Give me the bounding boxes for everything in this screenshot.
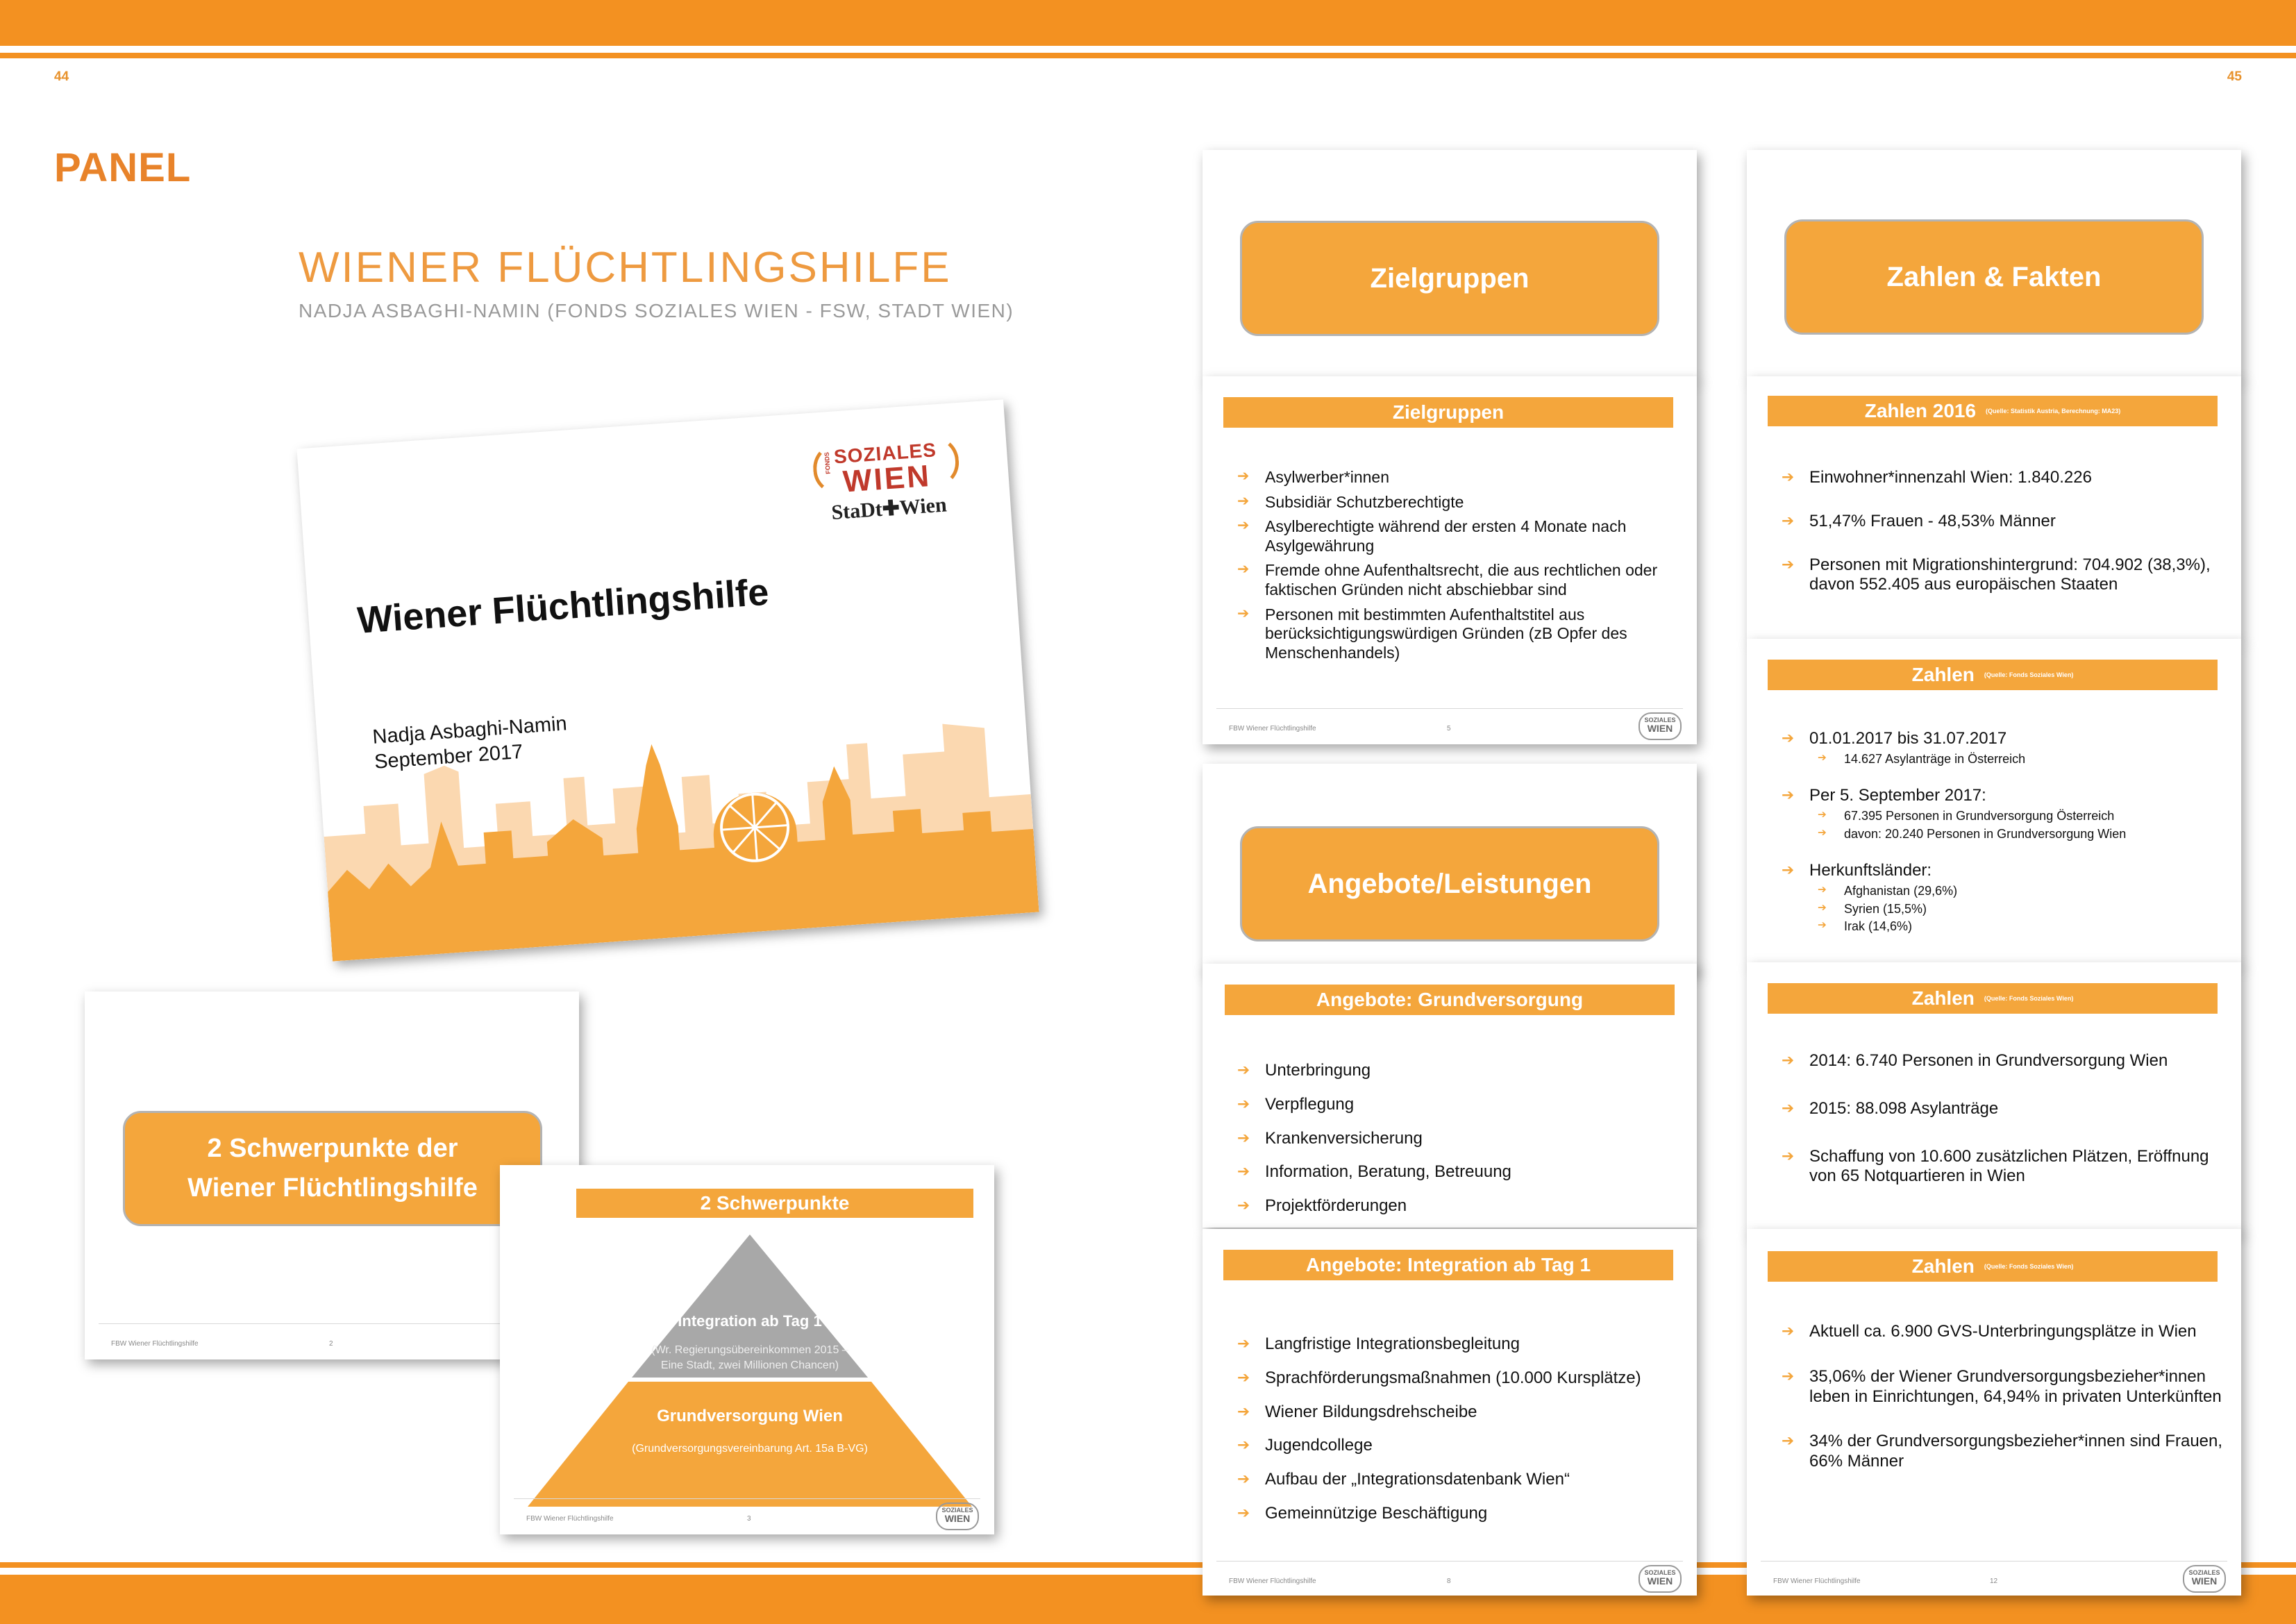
logo-soziales: SOZIALES	[833, 439, 937, 468]
slide-zahlen-2016	[1747, 376, 2241, 640]
header-source: (Quelle: Fonds Soziales Wien)	[1984, 1263, 2074, 1270]
slide-page-number: 8	[1447, 1577, 1451, 1585]
logo-wien: WIEN	[841, 458, 932, 499]
page-number-left: 44	[54, 69, 69, 84]
header-label: Zahlen	[1911, 987, 1975, 1009]
slide-header: Angebote: Grundversorgung	[1225, 985, 1675, 1015]
list-item: ➔ Schaffung von 10.600 zusätzlichen Plätzen, Eröffnung von 65 Notquartieren in Wien	[1782, 1147, 2226, 1187]
section-button-angebote	[1240, 826, 1659, 941]
list-item: ➔ 35,06% der Wiener Grundversorgungsbezieher*innen leben in Einrichtungen, 64,94% in privaten Unterkünften	[1782, 1367, 2233, 1407]
button-label-line1: 2 Schwerpunkte der	[207, 1134, 458, 1163]
mini-logo-bottom: WIEN	[944, 1513, 971, 1524]
header-source: (Quelle: Statistik Austria, Berechnung: MA23)	[1986, 408, 2121, 415]
slide-footer-rule	[1216, 708, 1683, 709]
mini-logo-bottom: WIEN	[2191, 1575, 2218, 1587]
list-item: ➔ Fremde ohne Aufenthaltsrecht, die aus rechtlichen oder faktischen Gründen nicht abschiebbar sind	[1237, 561, 1682, 599]
pyramid-bottom-title: Grundversorgung Wien	[657, 1407, 843, 1425]
slide-footer-rule	[1216, 1561, 1683, 1562]
header-source: (Quelle: Fonds Soziales Wien)	[1984, 671, 2074, 678]
slide-footer-rule	[514, 1498, 980, 1499]
cover-slide	[296, 399, 1039, 961]
slide-page-number: 3	[747, 1515, 751, 1523]
list-item: ➔ 01.01.2017 bis 31.07.2017	[1782, 729, 2226, 749]
slide-zahlen-gvs	[1747, 1229, 2241, 1596]
button-label: Angebote/Leistungen	[1307, 868, 1592, 899]
slide-footer-rule	[1761, 1561, 2227, 1562]
integration-list	[1237, 1334, 1689, 1524]
list-subitem: ➔ 67.395 Personen in Grundversorgung Österreich	[1782, 809, 2226, 824]
fsw-logo	[812, 432, 963, 525]
header-source: (Quelle: Fonds Soziales Wien)	[1984, 995, 2074, 1002]
fsw-mini-logo	[1639, 712, 1682, 740]
slide-integration	[1203, 1229, 1697, 1596]
list-item: ➔ Information, Beratung, Betreuung	[1237, 1162, 1682, 1182]
header-label: Zahlen	[1911, 1255, 1975, 1277]
list-item: ➔ Projektförderungen	[1237, 1196, 1682, 1216]
grundversorgung-list	[1237, 1061, 1682, 1216]
slide-footer-text: FBW Wiener Flüchtlingshilfe	[111, 1340, 199, 1348]
list-item: ➔ Langfristige Integrationsbegleitung	[1237, 1334, 1689, 1355]
cover-date: September 2017	[374, 740, 524, 773]
list-item: ➔ Verpflegung	[1237, 1095, 1682, 1115]
slide-page-number: 2	[329, 1340, 333, 1348]
list-item: ➔ Aufbau der „Integrationsdatenbank Wien“	[1237, 1470, 1689, 1490]
pyramid-top-note2: Eine Stadt, zwei Millionen Chancen)	[660, 1359, 839, 1371]
list-item: ➔ Sprachförderungsmaßnahmen (10.000 Kursplätze)	[1237, 1368, 1689, 1389]
pyramid-bottom-note: (Grundversorgungsvereinbarung Art. 15a B-VG)	[632, 1443, 868, 1455]
slide-header: Zielgruppen	[1223, 397, 1673, 428]
slide-zielgruppen	[1203, 376, 1697, 744]
cover-author: Nadja Asbaghi-Namin	[371, 712, 568, 748]
slide-angebote-title	[1203, 764, 1697, 972]
zahlen-2014-list	[1782, 1051, 2226, 1187]
zahlen-2016-list	[1782, 468, 2226, 595]
section-button-zahlen-fakten	[1784, 219, 2204, 335]
logo-stadt-wien: StaDt✚Wien	[830, 493, 948, 524]
slide-header	[1768, 396, 2218, 426]
list-item: ➔ Per 5. September 2017:	[1782, 786, 2226, 806]
pyramid-top-note1: (Wr. Regierungsübereinkommen 2015 –	[651, 1344, 848, 1356]
list-subitem: ➔ Syrien (15,5%)	[1782, 902, 2226, 917]
list-subitem: ➔ Irak (14,6%)	[1782, 919, 2226, 935]
header-label: Zahlen	[1911, 664, 1975, 685]
list-subitem: ➔ Afghanistan (29,6%)	[1782, 884, 2226, 899]
slide-zahlen-fakten-title	[1747, 150, 2241, 379]
slide-zahlen-asyl	[1747, 639, 2241, 965]
section-button-zielgruppen	[1240, 221, 1659, 336]
zielgruppen-list	[1237, 468, 1682, 662]
slide-footer-text: FBW Wiener Flüchtlingshilfe	[1229, 725, 1316, 733]
logo-fonds: FONDS	[823, 451, 832, 475]
fsw-mini-logo	[936, 1502, 979, 1530]
list-subitem: ➔ davon: 20.240 Personen in Grundversorgung Wien	[1782, 827, 2226, 842]
slide-header	[1768, 660, 2218, 690]
fsw-mini-logo	[2183, 1565, 2226, 1593]
page-number-right: 45	[2227, 69, 2242, 84]
list-item: ➔ Subsidiär Schutzberechtigte	[1237, 493, 1682, 512]
list-item: ➔ Wiener Bildungsdrehscheibe	[1237, 1403, 1689, 1423]
slide-footer-text: FBW Wiener Flüchtlingshilfe	[1229, 1577, 1316, 1585]
pyramid-diagram	[500, 1234, 994, 1526]
button-label: Zahlen & Fakten	[1886, 261, 2102, 292]
slide-footer-text: FBW Wiener Flüchtlingshilfe	[526, 1515, 614, 1523]
slide-zielgruppen-title	[1203, 150, 1697, 379]
page-subtitle: NADJA ASBAGHI-NAMIN (FONDS SOZIALES WIEN - FSW, STADT WIEN)	[299, 300, 1014, 321]
list-subitem: ➔ 14.627 Asylanträge in Österreich	[1782, 752, 2226, 767]
list-item: ➔ Krankenversicherung	[1237, 1129, 1682, 1149]
list-item: ➔ Asylberechtigte während der ersten 4 Monate nach Asylgewährung	[1237, 517, 1682, 555]
slide-header: 2 Schwerpunkte	[576, 1189, 973, 1218]
list-item: ➔ Einwohner*innenzahl Wien: 1.840.226	[1782, 468, 2226, 488]
slide-header	[1768, 983, 2218, 1014]
list-item: ➔ Aktuell ca. 6.900 GVS-Unterbringungsplätze in Wien	[1782, 1322, 2233, 1342]
section-label: PANEL	[54, 145, 192, 190]
list-item: ➔ Personen mit bestimmten Aufenthaltstitel aus berücksichtigungswürdigen Gründen (zB Opfer des Menschenhandels)	[1237, 605, 1682, 663]
slide-footer-rule	[99, 1323, 565, 1324]
slide-header: Angebote: Integration ab Tag 1	[1223, 1250, 1673, 1280]
top-rule	[0, 53, 2296, 58]
mini-logo-top: SOZIALES	[941, 1507, 973, 1514]
mini-logo-bottom: WIEN	[1647, 723, 1673, 734]
list-item: ➔ 51,47% Frauen - 48,53% Männer	[1782, 512, 2226, 532]
button-label-line2: Wiener Flüchtlingshilfe	[187, 1173, 478, 1203]
list-item: ➔ Unterbringung	[1237, 1061, 1682, 1081]
list-item: ➔ Asylwerber*innen	[1237, 468, 1682, 487]
list-item: ➔ Gemeinnützige Beschäftigung	[1237, 1504, 1689, 1524]
mini-logo-bottom: WIEN	[1647, 1575, 1673, 1587]
cover-title: Wiener Flüchtlingshilfe	[355, 571, 771, 642]
page-title: WIENER FLÜCHTLINGSHILFE	[299, 244, 952, 292]
list-item: ➔ 2014: 6.740 Personen in Grundversorgung Wien	[1782, 1051, 2226, 1071]
header-label: Zahlen 2016	[1864, 400, 1977, 421]
slide-page-number: 5	[1447, 725, 1451, 733]
list-item: ➔ Personen mit Migrationshintergrund: 704.902 (38,3%), davon 552.405 aus europäischen Staaten	[1782, 555, 2226, 596]
list-item: ➔ Herkunftsländer:	[1782, 861, 2226, 881]
slide-page-number: 12	[1990, 1577, 1998, 1585]
slide-grundversorgung	[1203, 964, 1697, 1228]
mini-logo-top: SOZIALES	[1644, 1569, 1676, 1576]
list-item: ➔ 2015: 88.098 Asylanträge	[1782, 1099, 2226, 1119]
fsw-mini-logo	[1639, 1565, 1682, 1593]
section-button-schwerpunkte	[123, 1111, 542, 1226]
slide-pyramid	[500, 1165, 994, 1534]
zahlen-asyl-list	[1782, 729, 2226, 935]
mini-logo-top: SOZIALES	[2188, 1569, 2220, 1576]
slide-zahlen-2014-2015	[1747, 962, 2241, 1233]
button-label: Zielgruppen	[1370, 262, 1530, 294]
pyramid-top-title: Integration ab Tag 1	[678, 1312, 822, 1330]
mini-logo-top: SOZIALES	[1644, 717, 1676, 723]
slide-header	[1768, 1251, 2218, 1282]
slide-footer-text: FBW Wiener Flüchtlingshilfe	[1773, 1577, 1861, 1585]
top-bar	[0, 0, 2296, 46]
list-item: ➔ Jugendcollege	[1237, 1436, 1689, 1456]
zahlen-gvs-list	[1782, 1322, 2233, 1472]
list-item: ➔ 34% der Grundversorgungsbezieher*innen sind Frauen, 66% Männer	[1782, 1432, 2233, 1472]
